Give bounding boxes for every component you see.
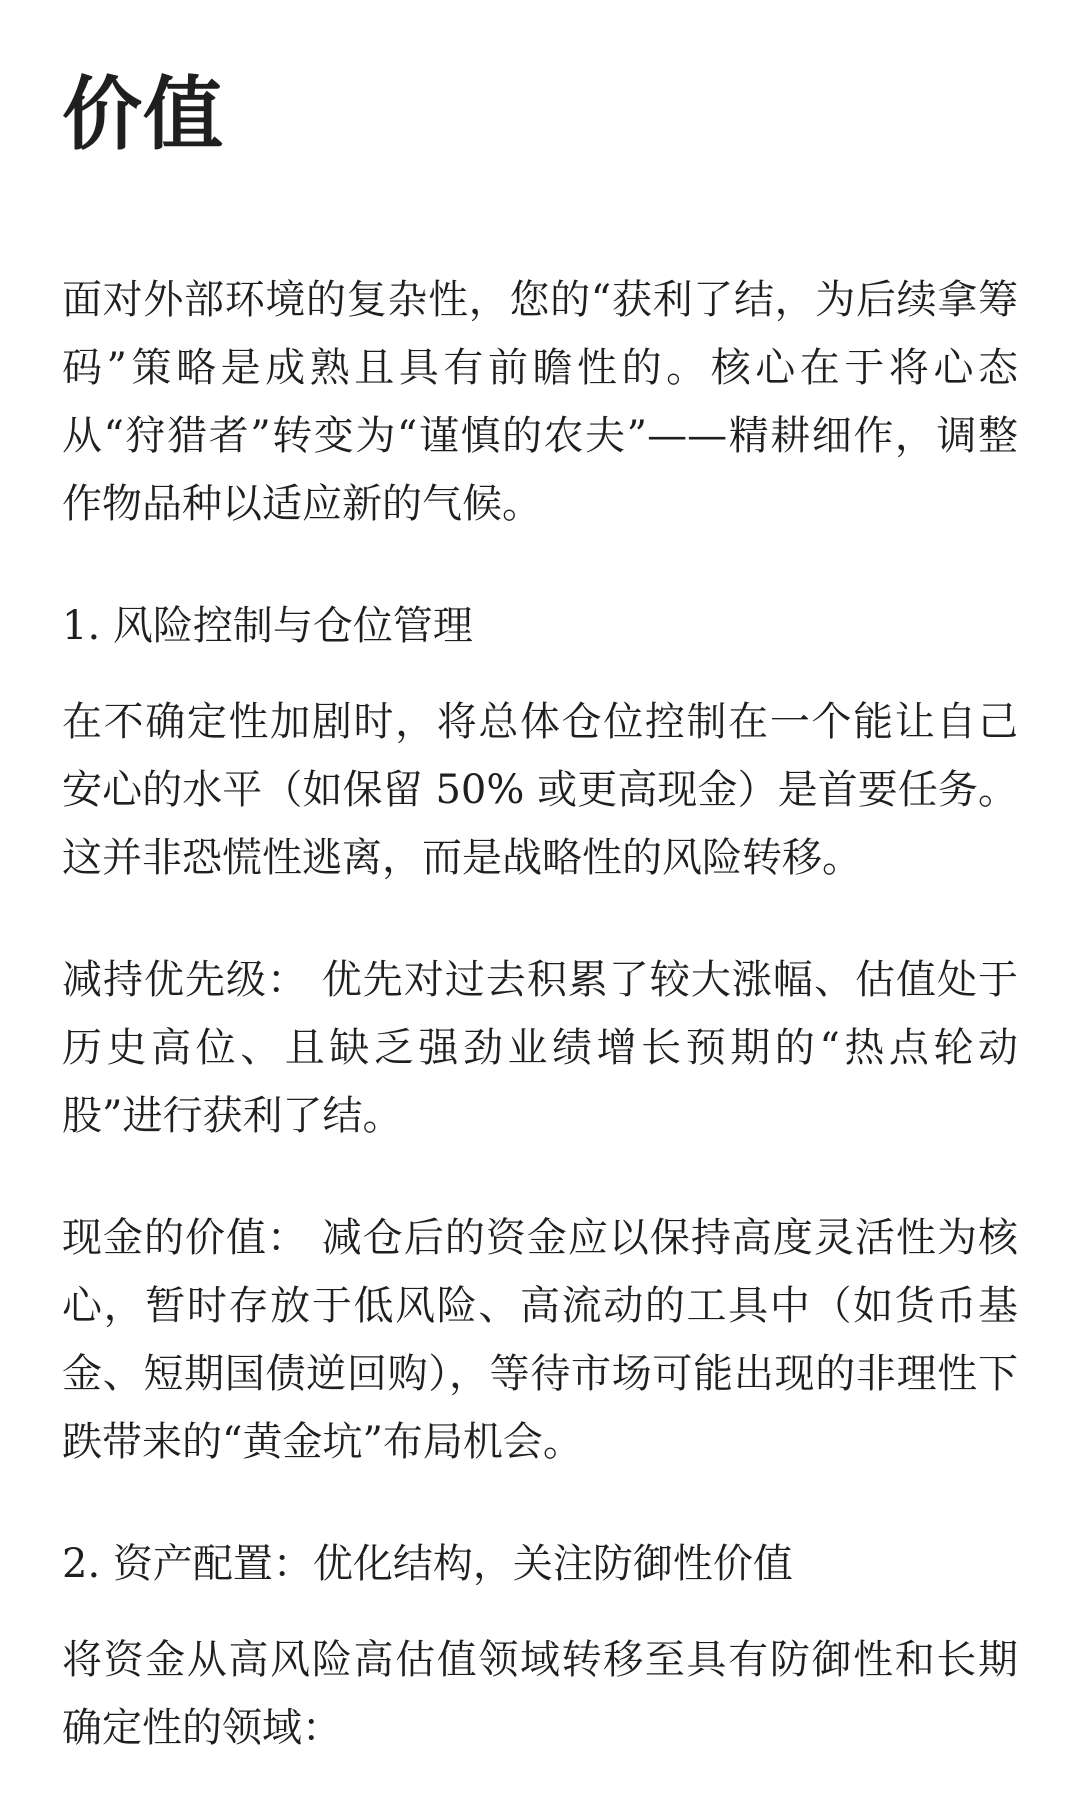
section-heading-asset-allocation: 2. 资产配置：优化结构，关注防御性价值 xyxy=(62,1541,793,1587)
asset-allocation-paragraph: 将资金从高风险高估值领域转移至具有防御性和长期确定性的领域： xyxy=(62,1637,1018,1751)
cash-value-paragraph: 现金的价值： 减仓后的资金应以保持高度灵活性为核心，暂时存放于低风险、高流动的工具中（如货币基金、短期国债逆回购），等待市场可能出现的非理性下跌带来的“黄金坑”布局机会。 xyxy=(62,1215,1018,1465)
section-heading-risk-control: 1. 风险控制与仓位管理 xyxy=(62,603,473,649)
intro-paragraph: 面对外部环境的复杂性，您的“获利了结，为后续拿筹码”策略是成熟且具有前瞻性的。核心在于将心态从“狩猎者”转变为“谨慎的农夫”——精耕细作，调整作物品种以适应新的气候。 xyxy=(62,277,1018,527)
risk-control-paragraph: 在不确定性加剧时，将总体仓位控制在一个能让自己安心的水平（如保留 50% 或更高现金）是首要任务。这并非恐慌性逃离，而是战略性的风险转移。 xyxy=(62,699,1018,881)
page-title: 价值 xyxy=(62,67,224,161)
reduction-priority-paragraph: 减持优先级： 优先对过去积累了较大涨幅、估值处于历史高位、且缺乏强劲业绩增长预期的“热点轮动股”进行获利了结。 xyxy=(62,957,1018,1139)
